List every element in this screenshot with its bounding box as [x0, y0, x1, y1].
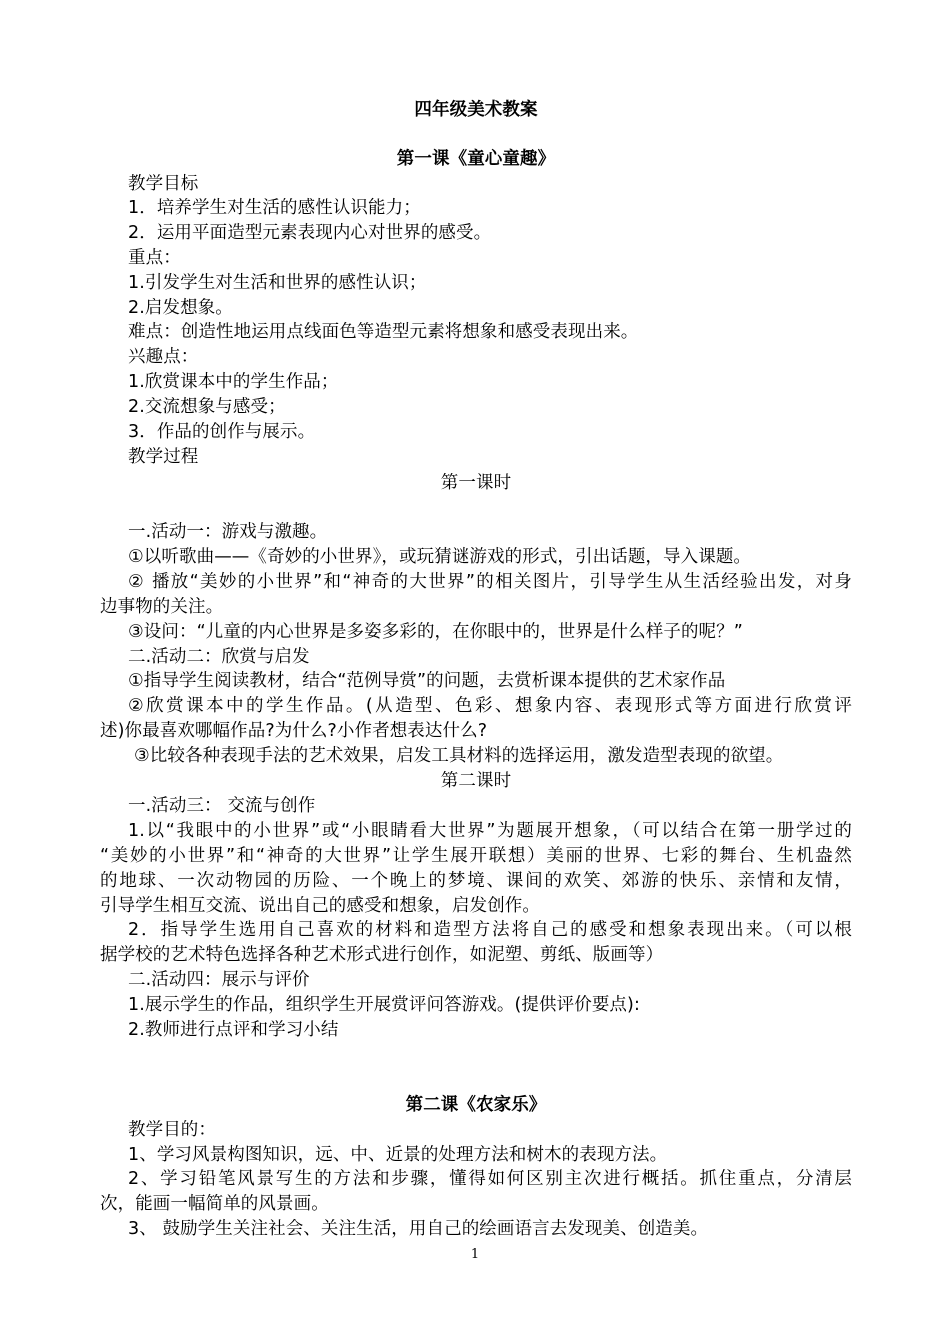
activity3-title: 一.活动三： 交流与创作	[128, 796, 316, 816]
activity3-item-2: 2．指导学生选用自己喜欢的材料和造型方法将自己的感受和想象表现出来。（可以根	[128, 920, 852, 940]
activity2-item-3: ③比较各种表现手法的艺术效果，启发工具材料的选择运用，激发造型表现的欲望。	[134, 746, 784, 766]
activity3-item-2-cont: 据学校的艺术特色选择各种艺术形式进行创作，如泥塑、剪纸、版画等）	[100, 945, 664, 965]
page-number: 1	[470, 1247, 480, 1262]
lesson1-interest-2: 2.交流想象与感受；	[128, 397, 286, 417]
activity1-item-2: ② 播放“美妙的小世界”和“神奇的大世界”的相关图片，引导学生从生活经验出发，对身	[128, 572, 852, 592]
lesson1-goal-2: 2．运用平面造型元素表现内心对世界的感受。	[128, 223, 492, 243]
activity3-item-1: 1.以“我眼中的小世界”或“小眼睛看大世界”为题展开想象，（可以结合在第一册学过的	[128, 821, 852, 841]
activity1-item-2-cont: 边事物的关注。	[100, 597, 224, 617]
activity4-title: 二.活动四：展示与评价	[128, 970, 310, 990]
activity4-item-1: 1.展示学生的作品，组织学生开展赏评问答游戏。(提供评价要点):	[128, 995, 640, 1015]
activity3-item-1-cont1: “美妙的小世界”和“神奇的大世界”让学生展开联想）美丽的世界、七彩的舞台、生机盎然	[100, 846, 852, 866]
lesson2-goal-label: 教学目的：	[128, 1120, 216, 1140]
lesson1-key-2: 2.启发想象。	[128, 298, 233, 318]
period1-title: 第一课时	[440, 473, 512, 493]
lesson1-interest-3: 3．作品的创作与展示。	[128, 422, 316, 442]
activity1-item-3: ③设问：“儿童的内心世界是多姿多彩的，在你眼中的，世界是什么样子的呢？”	[128, 622, 743, 642]
lesson1-title: 第一课《童心童趣》	[396, 149, 556, 169]
lesson2-goal-2-cont: 次，能画一幅简单的风景画。	[100, 1194, 329, 1214]
activity1-item-1: ①以听歌曲——《奇妙的小世界》，或玩猜谜游戏的形式，引出话题，导入课题。	[128, 547, 752, 567]
lesson1-interest-label: 兴趣点：	[128, 347, 199, 367]
lesson1-goal-label: 教学目标	[128, 174, 199, 194]
lesson2-goal-2: 2、学习铅笔风景写生的方法和步骤，懂得如何区别主次进行概括。抓住重点，分清层	[128, 1169, 852, 1189]
activity2-item-2: ②欣赏课本中的学生作品。(从造型、色彩、想象内容、表现形式等方面进行欣赏评	[128, 696, 852, 716]
document-title: 四年级美术教案	[414, 100, 538, 120]
period2-title: 第二课时	[440, 771, 512, 791]
lesson1-key-label: 重点：	[128, 248, 181, 268]
lesson2-goal-3: 3、 鼓励学生关注社会、关注生活，用自己的绘画语言去发现美、创造美。	[128, 1219, 709, 1239]
lesson1-difficulty: 难点：创造性地运用点线面色等造型元素将想象和感受表现出来。	[128, 322, 639, 342]
activity2-item-1: ①指导学生阅读教材，结合“范例导赏”的问题，去赏析课本提供的艺术家作品	[128, 671, 726, 691]
lesson2-goal-1: 1、学习风景构图知识，远、中、近景的处理方法和树木的表现方法。	[128, 1145, 668, 1165]
lesson1-process-label: 教学过程	[128, 447, 199, 467]
activity3-item-1-cont3: 引导学生相互交流、说出自己的感受和想象，启发创作。	[100, 896, 540, 916]
activity2-item-2-cont: 述)你最喜欢哪幅作品?为什么?小作者想表达什么?	[100, 721, 488, 741]
lesson1-interest-1: 1.欣赏课本中的学生作品；	[128, 372, 339, 392]
activity2-title: 二.活动二：欣赏与启发	[128, 647, 310, 667]
lesson1-goal-1: 1．培养学生对生活的感性认识能力；	[128, 198, 421, 218]
lesson2-title: 第二课《农家乐》	[405, 1095, 547, 1115]
activity1-title: 一.活动一：游戏与激趣。	[128, 522, 328, 542]
activity3-item-1-cont2: 的地球、一次动物园的历险、一个晚上的梦境、课间的欢笑、郊游的快乐、亲情和友情，	[100, 871, 852, 891]
activity4-item-2: 2.教师进行点评和学习小结	[128, 1020, 339, 1040]
lesson1-key-1: 1.引发学生对生活和世界的感性认识；	[128, 273, 427, 293]
